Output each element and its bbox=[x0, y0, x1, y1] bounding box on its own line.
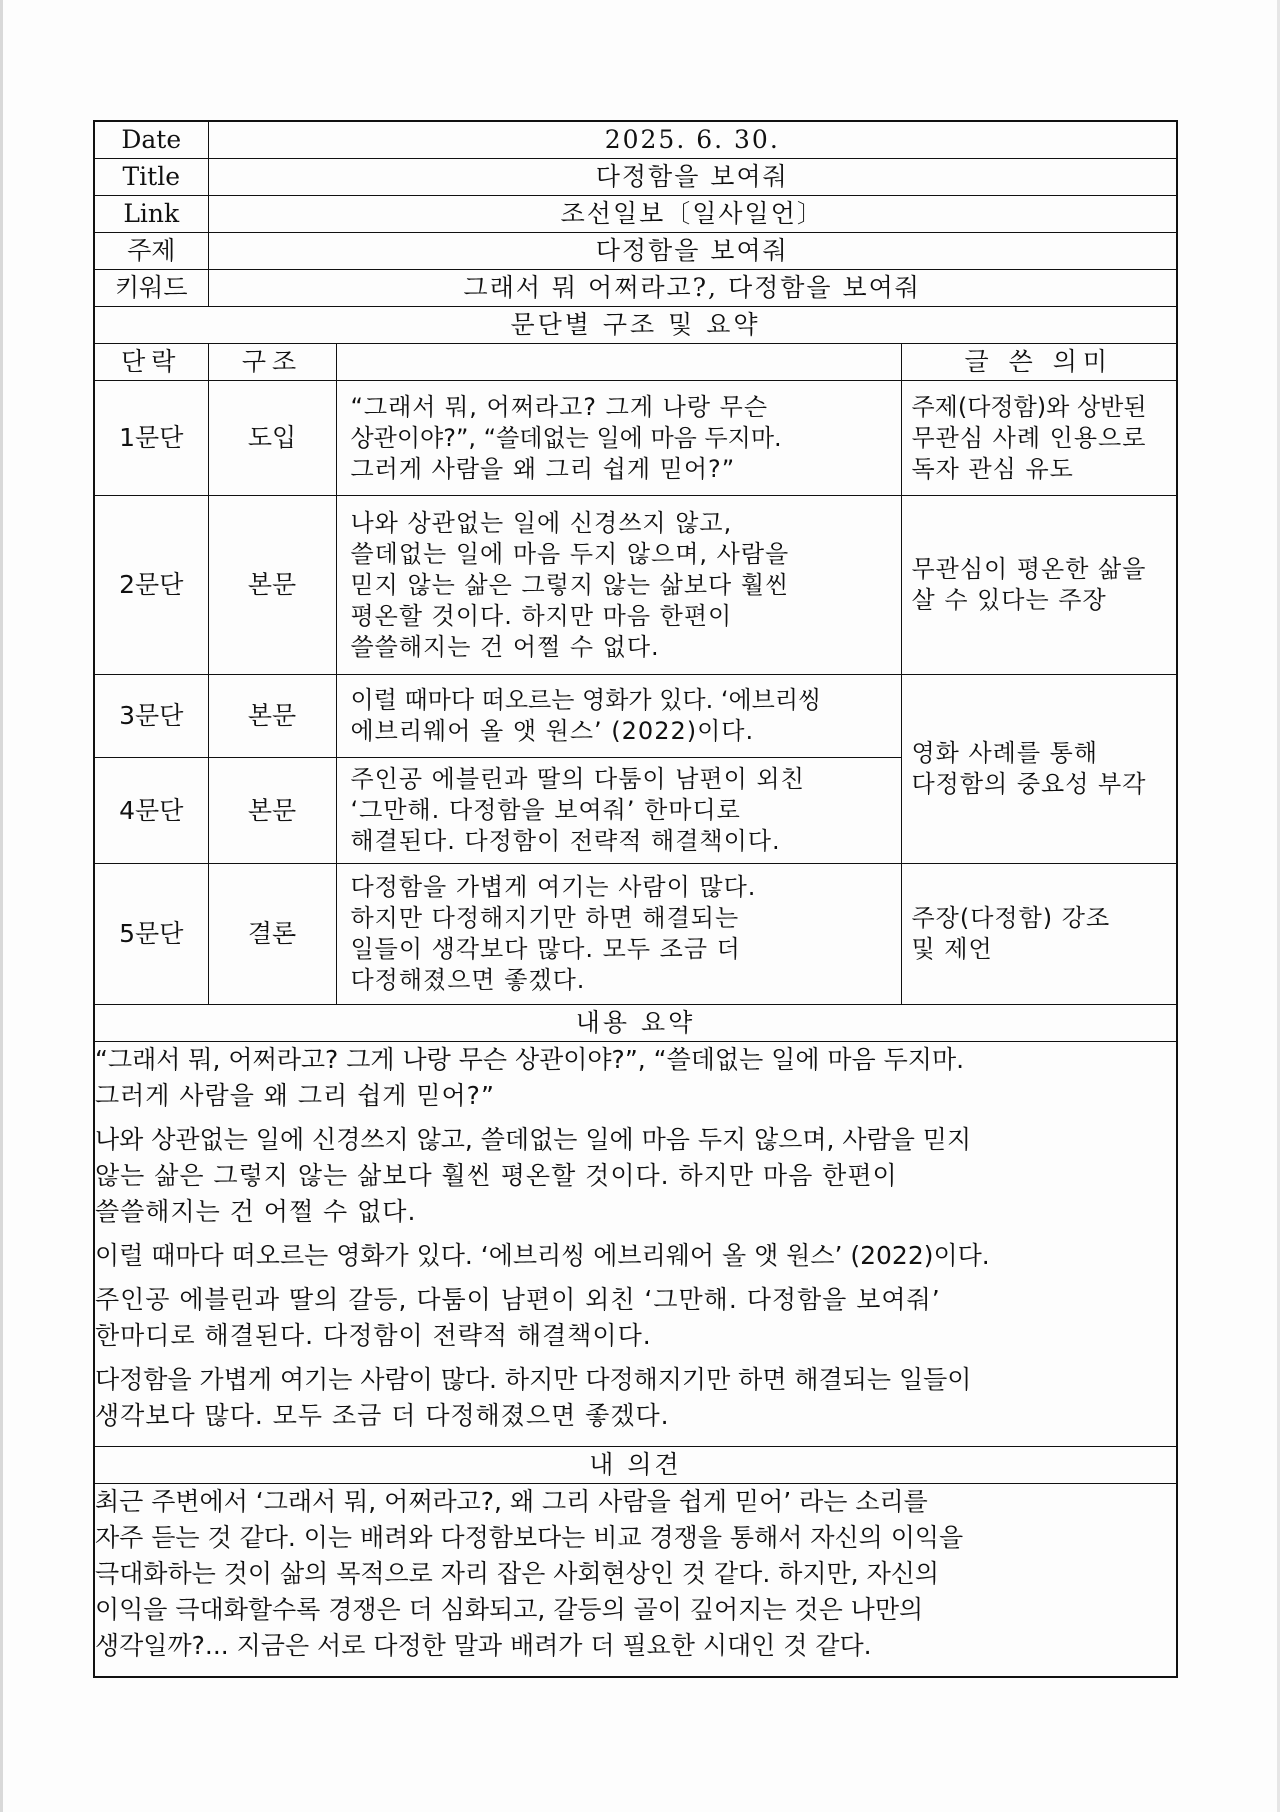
summary-line: 평온할 것이다. 하지만 마음 한편이 bbox=[350, 601, 733, 630]
summary-body bbox=[94, 1042, 1177, 1447]
summary-line: 해결된다. 다정함이 전략적 해결책이다. bbox=[350, 827, 781, 855]
summary-paragraph bbox=[95, 1282, 1176, 1354]
summary-text-line: 않는 삶은 그렇지 않는 삶보다 훨씬 평온할 것이다. 하지만 마음 한편이 bbox=[95, 1161, 898, 1190]
summary-line: 일들이 생각보다 많다. 모두 조금 더 bbox=[350, 935, 741, 963]
structure-section-header bbox=[94, 307, 1177, 344]
meaning-line: 영화 사례를 통해 bbox=[911, 739, 1099, 767]
opinion-text-line: 최근 주변에서 ‘그래서 뭐, 어쩌라고?, 왜 그리 사람을 쉽게 믿어’ 라는 소리를 bbox=[95, 1487, 928, 1516]
paragraph-meaning bbox=[901, 381, 1177, 496]
title-value: 다정함을 보여줘 bbox=[208, 159, 1177, 196]
summary-text-line: 그러게 사람을 왜 그리 쉽게 믿어?” bbox=[95, 1081, 495, 1110]
summary-paragraph bbox=[95, 1122, 1176, 1230]
structure-column-header: 구조 bbox=[208, 344, 336, 381]
opinion-section-header bbox=[94, 1447, 1177, 1484]
paragraph-number: 2문단 bbox=[94, 496, 208, 675]
summary-line: 나와 상관없는 일에 신경쓰지 않고, bbox=[350, 508, 733, 537]
topic-row bbox=[94, 233, 1177, 270]
reading-report-table bbox=[93, 120, 1178, 1678]
summary-paragraph bbox=[95, 1238, 1176, 1274]
summary-paragraph bbox=[95, 1042, 1176, 1114]
keyword-row bbox=[94, 270, 1177, 307]
paragraph-number: 1문단 bbox=[94, 381, 208, 496]
summary-line: 이럴 때마다 떠오르는 영화가 있다. ‘에브리씽 bbox=[350, 686, 822, 714]
keyword-value: 그래서 뭐 어쩌라고?, 다정함을 보여줘 bbox=[208, 270, 1177, 307]
summary-line: “그래서 뭐, 어쩌라고? 그게 나랑 무슨 bbox=[350, 392, 769, 421]
summary-text-line: 주인공 에블린과 딸의 갈등, 다툼이 남편이 외친 ‘그만해. 다정함을 보여줘’ bbox=[95, 1285, 941, 1314]
opinion-text-line: 생각일까?... 지금은 서로 다정한 말과 배려가 더 필요한 시대인 것 같다. bbox=[95, 1631, 872, 1660]
summary-line: 상관이야?”, “쓸데없는 일에 마음 두지마. bbox=[350, 423, 782, 452]
structure-column-headers bbox=[94, 344, 1177, 381]
meaning-line: 살 수 있다는 주장 bbox=[911, 586, 1107, 614]
summary-text-line: 한마디로 해결된다. 다정함이 전략적 해결책이다. bbox=[95, 1321, 652, 1350]
date-value: 2025. 6. 30. bbox=[208, 121, 1177, 159]
summary-line: 그러게 사람을 왜 그리 쉽게 믿어?” bbox=[350, 454, 736, 483]
summary-section-header bbox=[94, 1005, 1177, 1042]
summary-text-line: 다정함을 가볍게 여기는 사람이 많다. 하지만 다정해지기만 하면 해결되는 일들이 bbox=[95, 1365, 972, 1394]
summary-line: ‘그만해. 다정함을 보여줘’ 한마디로 bbox=[350, 796, 741, 824]
link-row bbox=[94, 196, 1177, 233]
opinion-text-line: 자주 듣는 것 같다. 이는 배려와 다정함보다는 비교 경쟁을 통해서 자신의 이익을 bbox=[95, 1523, 964, 1552]
summary-paragraph bbox=[95, 1362, 1176, 1434]
paragraph-meaning bbox=[901, 675, 1177, 864]
paragraph-meaning bbox=[901, 496, 1177, 675]
meaning-line: 무관심 사례 인용으로 bbox=[911, 423, 1147, 452]
title-label: Title bbox=[94, 159, 208, 196]
summary-text-line: 쓸쓸해지는 건 어쩔 수 없다. bbox=[95, 1197, 417, 1226]
meaning-line: 독자 관심 유도 bbox=[911, 454, 1074, 483]
topic-value: 다정함을 보여줘 bbox=[208, 233, 1177, 270]
opinion-text-line: 극대화하는 것이 삶의 목적으로 자리 잡은 사회현상인 것 같다. 하지만, 자신의 bbox=[95, 1559, 940, 1588]
paragraph-row-2 bbox=[94, 496, 1177, 675]
paragraph-meaning bbox=[901, 864, 1177, 1005]
paragraph-row-1 bbox=[94, 381, 1177, 496]
meaning-column-header: 글 쓴 의미 bbox=[901, 344, 1177, 381]
paragraph-summary bbox=[336, 864, 901, 1005]
summary-line: 쓸쓸해지는 건 어쩔 수 없다. bbox=[350, 632, 660, 661]
paragraph-row-5 bbox=[94, 864, 1177, 1005]
paragraph-row-3 bbox=[94, 675, 1177, 758]
summary-line: 에브리웨어 올 앳 원스’ (2022)이다. bbox=[350, 717, 755, 745]
paragraph-number: 4문단 bbox=[94, 758, 208, 864]
paragraph-number: 3문단 bbox=[94, 675, 208, 758]
paragraph-column-header: 단락 bbox=[94, 344, 208, 381]
link-value: 조선일보〔일사일언〕 bbox=[208, 196, 1177, 233]
summary-section-title: 내용 요약 bbox=[94, 1005, 1177, 1042]
summary-section bbox=[94, 1042, 1177, 1447]
title-row bbox=[94, 159, 1177, 196]
date-row bbox=[94, 121, 1177, 159]
paragraph-structure: 본문 bbox=[208, 758, 336, 864]
summary-line: 주인공 에블린과 딸의 다툼이 남편이 외친 bbox=[350, 765, 805, 793]
opinion-section bbox=[94, 1484, 1177, 1677]
paragraph-structure: 본문 bbox=[208, 496, 336, 675]
opinion-text-line: 이익을 극대화할수록 경쟁은 더 심화되고, 갈등의 골이 깊어지는 것은 나만의 bbox=[95, 1595, 924, 1624]
summary-line: 다정함을 가볍게 여기는 사람이 많다. bbox=[350, 873, 757, 901]
paragraph-number: 5문단 bbox=[94, 864, 208, 1005]
paragraph-summary bbox=[336, 381, 901, 496]
summary-line: 하지만 다정해지기만 하면 해결되는 bbox=[350, 904, 740, 932]
meaning-line: 다정함의 중요성 부각 bbox=[911, 770, 1147, 798]
paragraph-structure: 본문 bbox=[208, 675, 336, 758]
summary-text-line: 나와 상관없는 일에 신경쓰지 않고, 쓸데없는 일에 마음 두지 않으며, 사람을 믿지 bbox=[95, 1125, 972, 1154]
paragraph-structure: 결론 bbox=[208, 864, 336, 1005]
paragraph-summary bbox=[336, 758, 901, 864]
meaning-line: 주장(다정함) 강조 bbox=[911, 904, 1111, 932]
summary-text-line: “그래서 뭐, 어쩌라고? 그게 나랑 무슨 상관이야?”, “쓸데없는 일에 마음 두지마. bbox=[95, 1045, 965, 1074]
paragraph-summary bbox=[336, 675, 901, 758]
opinion-section-title: 내 의견 bbox=[94, 1447, 1177, 1484]
summary-column-header bbox=[336, 344, 901, 381]
link-label: Link bbox=[94, 196, 208, 233]
structure-section-title: 문단별 구조 및 요약 bbox=[94, 307, 1177, 344]
summary-text-line: 생각보다 많다. 모두 조금 더 다정해졌으면 좋겠다. bbox=[95, 1401, 670, 1430]
meaning-line: 주제(다정함)와 상반된 bbox=[911, 392, 1147, 421]
topic-label: 주제 bbox=[94, 233, 208, 270]
meaning-line: 무관심이 평온한 삶을 bbox=[911, 555, 1147, 583]
paragraph-summary bbox=[336, 496, 901, 675]
summary-line: 믿지 않는 삶은 그렇지 않는 삶보다 훨씬 bbox=[350, 570, 790, 599]
keyword-label: 키워드 bbox=[94, 270, 208, 307]
summary-text-line: 이럴 때마다 떠오르는 영화가 있다. ‘에브리씽 에브리웨어 올 앳 원스’ (2022)이다. bbox=[95, 1241, 990, 1270]
opinion-body bbox=[94, 1484, 1177, 1677]
paragraph-structure: 도입 bbox=[208, 381, 336, 496]
summary-line: 다정해졌으면 좋겠다. bbox=[350, 966, 586, 994]
meaning-line: 및 제언 bbox=[911, 935, 993, 963]
date-label: Date bbox=[94, 121, 208, 159]
summary-line: 쓸데없는 일에 마음 두지 않으며, 사람을 bbox=[350, 539, 790, 568]
